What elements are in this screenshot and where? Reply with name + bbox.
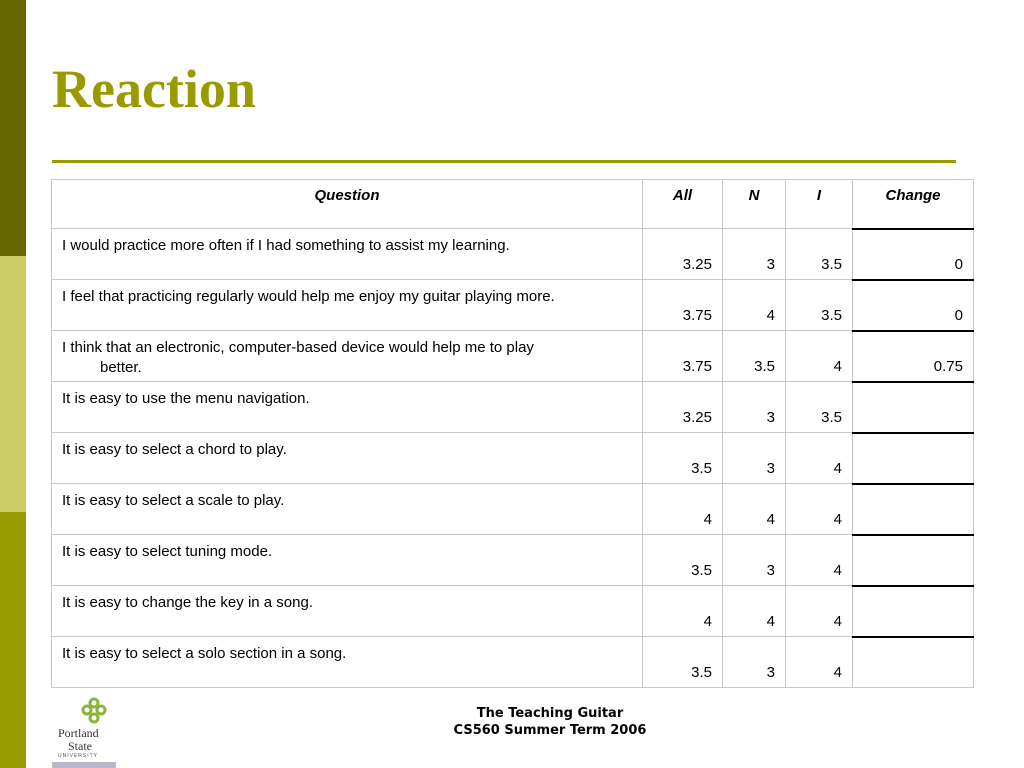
n-cell: 4: [723, 586, 786, 637]
change-cell: 0: [853, 280, 974, 331]
i-cell: 3.5: [786, 229, 853, 280]
question-cell: [52, 331, 643, 382]
change-cell: 0: [853, 229, 974, 280]
header-n: N: [723, 180, 786, 229]
n-cell: 3: [723, 637, 786, 688]
title-divider: [52, 160, 956, 163]
logo-line-portland: Portland: [58, 726, 99, 740]
question-cell: It is easy to select a chord to play.: [52, 433, 643, 484]
i-cell: 4: [786, 433, 853, 484]
all-cell: 3.5: [643, 637, 723, 688]
n-cell: 3: [723, 382, 786, 433]
logo-wordmark: [58, 727, 108, 753]
all-cell: 4: [643, 484, 723, 535]
change-cell: 0.75: [853, 331, 974, 382]
all-cell: 3.5: [643, 535, 723, 586]
table-row: [52, 433, 974, 484]
results-table: [51, 179, 974, 688]
table-row: [52, 535, 974, 586]
side-band-bottom: [0, 512, 26, 768]
table-header-row: [52, 180, 974, 229]
change-cell: [853, 586, 974, 637]
header-change: Change: [853, 180, 974, 229]
i-cell: 3.5: [786, 280, 853, 331]
table-row: [52, 331, 974, 382]
table-row: [52, 280, 974, 331]
header-question: Question: [52, 180, 643, 229]
all-cell: 3.75: [643, 280, 723, 331]
change-cell: [853, 637, 974, 688]
header-i: I: [786, 180, 853, 229]
header-all: All: [643, 180, 723, 229]
question-cell: It is easy to select tuning mode.: [52, 535, 643, 586]
slide-title: Reaction: [52, 59, 256, 119]
table-row: [52, 382, 974, 433]
footer-title: The Teaching Guitar: [476, 706, 624, 721]
n-cell: 3: [723, 433, 786, 484]
logo-line-state: State: [68, 739, 92, 753]
footer-course: CS560 Summer Term 2006: [453, 723, 647, 738]
table-row: [52, 229, 974, 280]
n-cell: 3: [723, 229, 786, 280]
question-text-continued: better.: [100, 359, 142, 376]
i-cell: 3.5: [786, 382, 853, 433]
n-cell: 3: [723, 535, 786, 586]
logo-underline: [52, 762, 116, 768]
i-cell: 4: [786, 484, 853, 535]
question-cell: It is easy to use the menu navigation.: [52, 382, 643, 433]
all-cell: 3.25: [643, 229, 723, 280]
change-cell: [853, 535, 974, 586]
all-cell: 4: [643, 586, 723, 637]
question-cell: It is easy to select a scale to play.: [52, 484, 643, 535]
side-band-middle: [0, 256, 26, 512]
logo-line-university: UNIVERSITY: [58, 753, 99, 759]
i-cell: 4: [786, 637, 853, 688]
question-cell: It is easy to select a solo section in a song.: [52, 637, 643, 688]
table-row: [52, 586, 974, 637]
n-cell: 3.5: [723, 331, 786, 382]
n-cell: 4: [723, 484, 786, 535]
change-cell: [853, 382, 974, 433]
all-cell: 3.25: [643, 382, 723, 433]
change-cell: [853, 433, 974, 484]
i-cell: 4: [786, 535, 853, 586]
i-cell: 4: [786, 331, 853, 382]
all-cell: 3.5: [643, 433, 723, 484]
table-row: [52, 484, 974, 535]
question-text: I think that an electronic, computer-based device would help me to play: [62, 339, 534, 356]
question-cell: I feel that practicing regularly would help me enjoy my guitar playing more.: [52, 280, 643, 331]
side-band-top: [0, 0, 26, 256]
table-row: [52, 637, 974, 688]
n-cell: 4: [723, 280, 786, 331]
question-cell: I would practice more often if I had something to assist my learning.: [52, 229, 643, 280]
question-cell: It is easy to change the key in a song.: [52, 586, 643, 637]
psu-logo-icon: [81, 697, 107, 725]
i-cell: 4: [786, 586, 853, 637]
slide-footer: [400, 705, 700, 739]
all-cell: 3.75: [643, 331, 723, 382]
change-cell: [853, 484, 974, 535]
psu-logo: [52, 697, 116, 768]
